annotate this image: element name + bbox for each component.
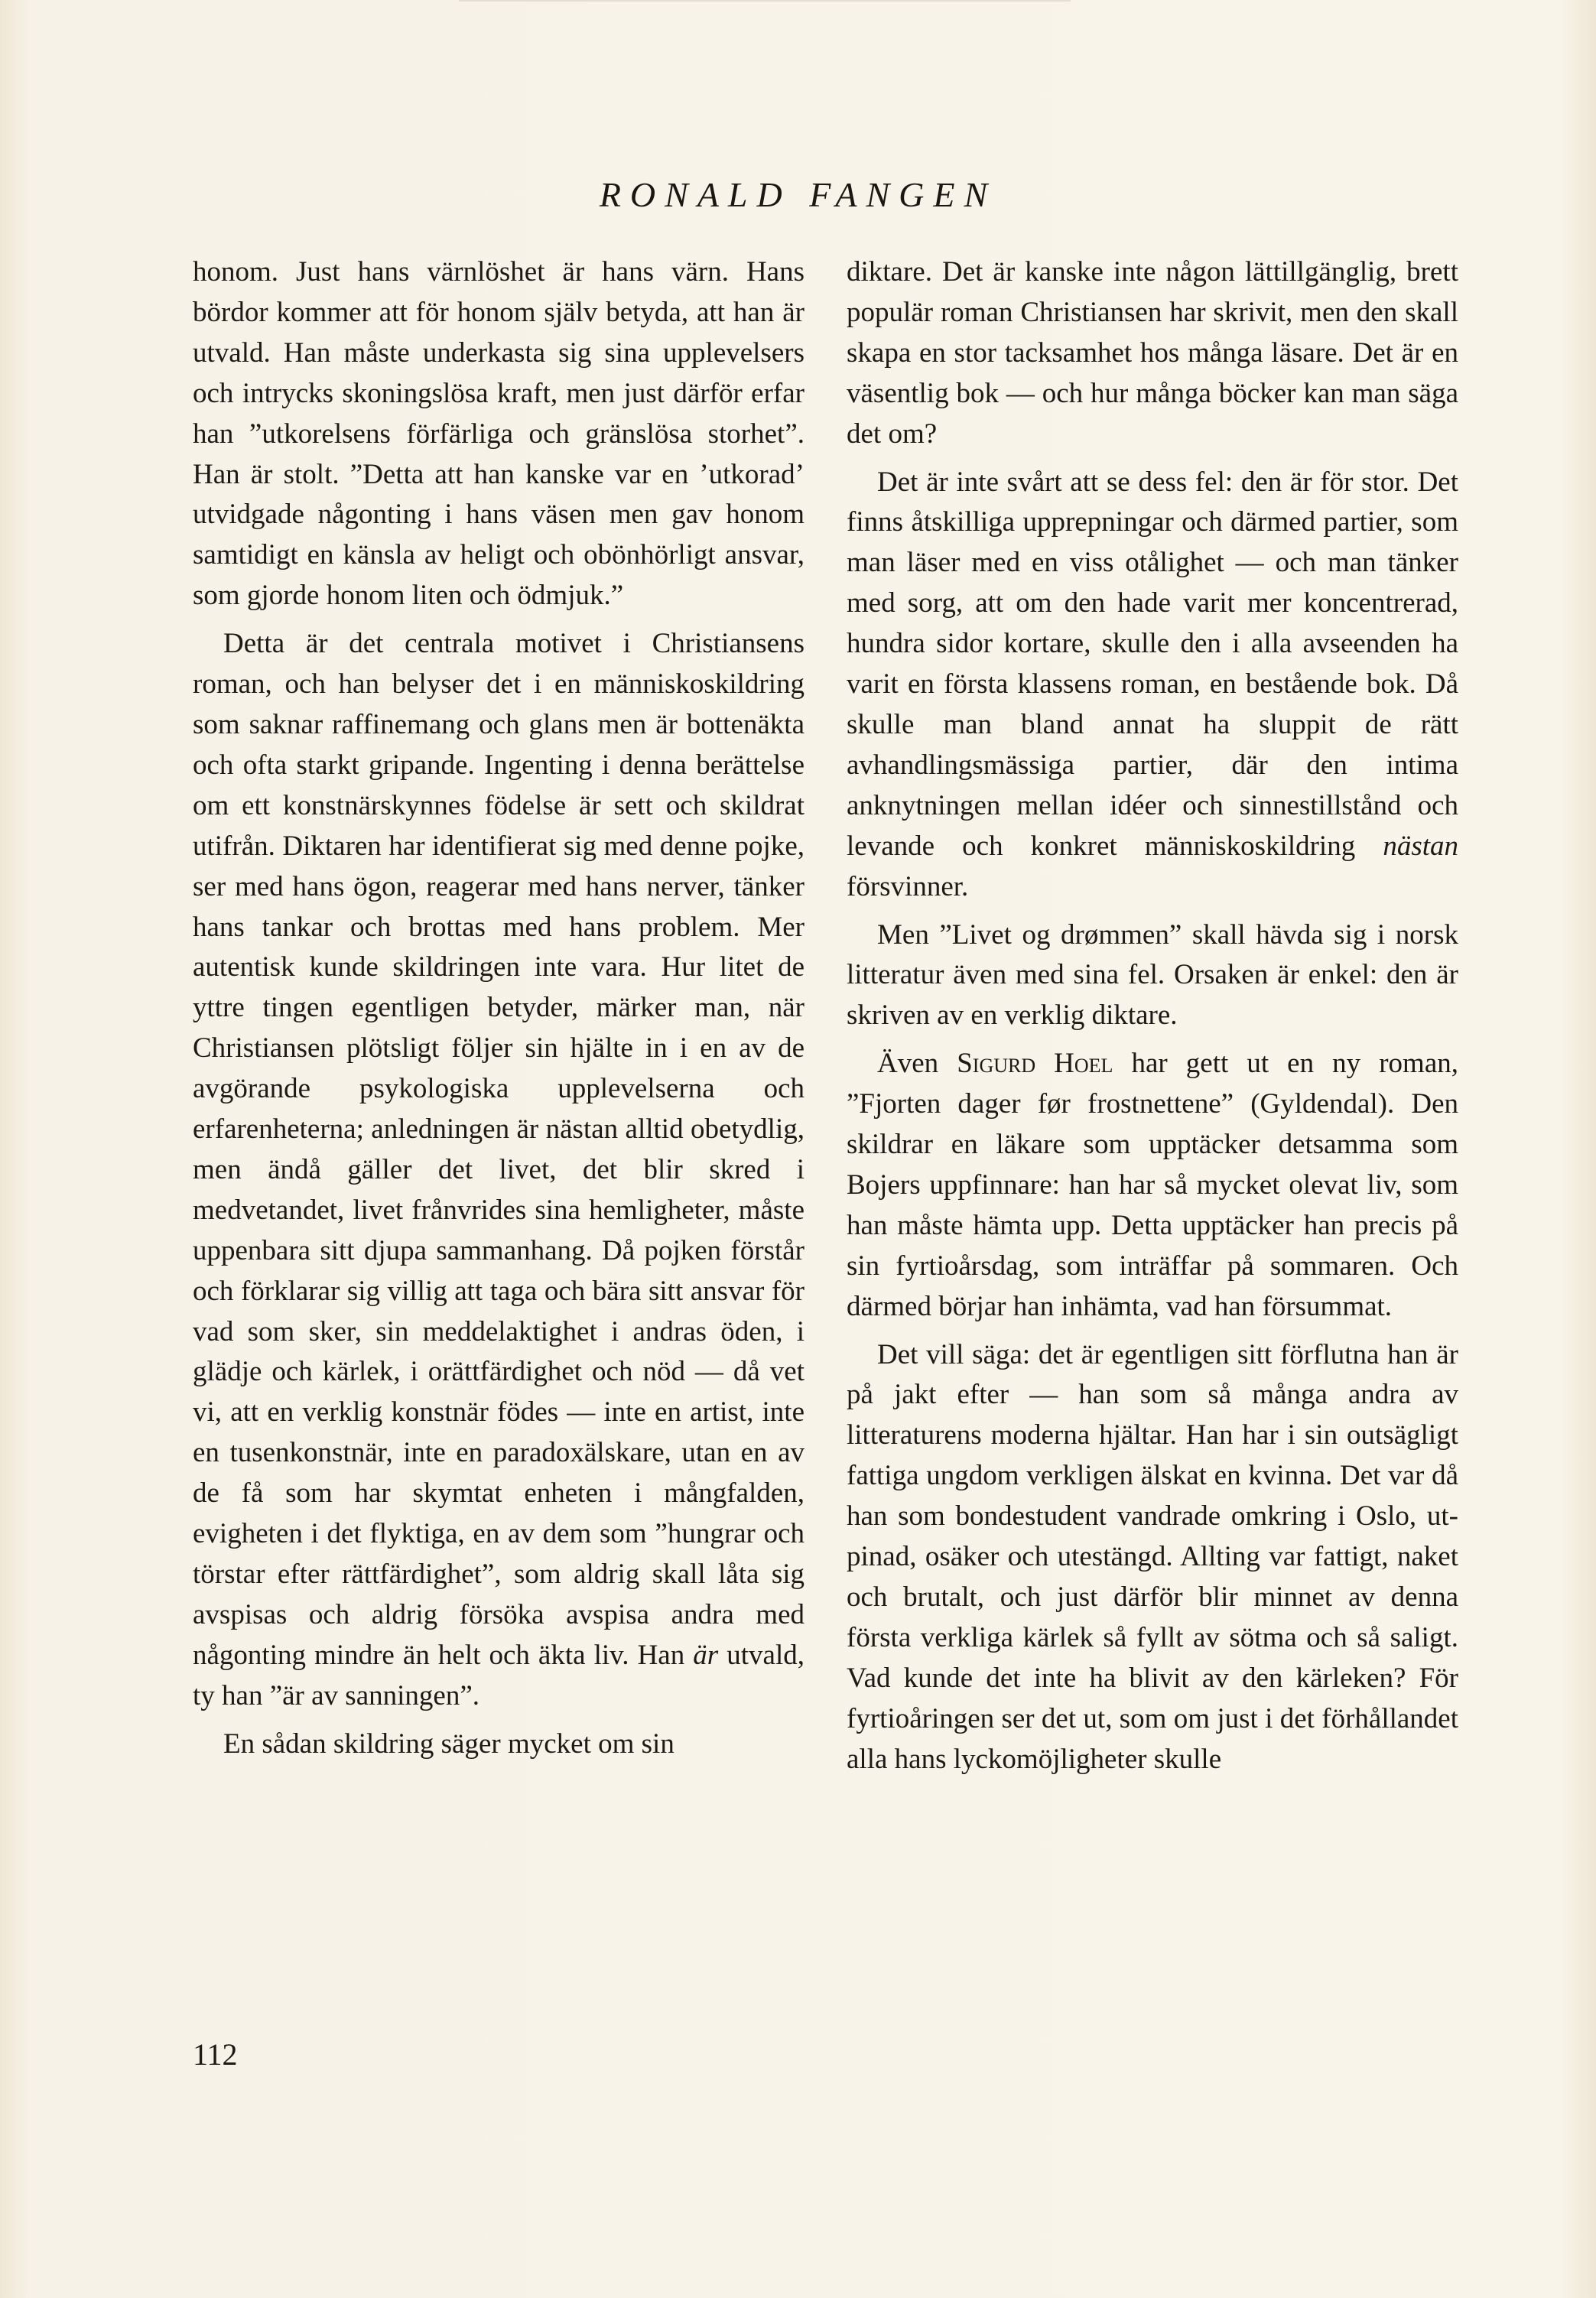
paragraph: En sådan skildring säger mycket om sin	[223, 1728, 674, 1760]
paragraph-text: Detta är det centrala motivet i Christiansens roman, och han belyser det i en människoskildring som saknar raffinemang och glans men är bottenäkta och ofta starkt gripande. Ingenting i denna berättelse om ett konstnärskynnes födelse är sett och skildrat utifrån. Diktaren har identifierat sig med denne pojke, ser med hans ögon, reagerar med hans nerver, tänker hans tankar och brottas med hans problem. Mer autentisk kunde skildringen inte vara. Hur litet de yttre tingen egentligen betyder, märker man, när Christiansen plötsligt följer sin hjälte in i en av de avgörande psykologiska upplevelserna och erfarenheterna; anledningen är nästan alltid obetydlig, men ändå gäller det livet, det blir skred i medvetandet, livet frånvrides sina hemligheter, måste uppenbara sitt djupa sammanhang. Då pojken förstår och förklarar sig villig att taga och bära sitt ansvar för vad som sker, sin meddelaktighet i andras öden, i glädje och kärlek, i orättfärdighet och nöd — då vet vi, att en verklig konstnär födes — inte en artist, inte en tusenkonstnär, inte en paradoxälskare, utan en av de få som har skymtat enheten i mångfalden, evigheten i det flyktiga, en av dem som ”hungrar och törstar efter rättfärdighet”, som aldrig skall låta sig avspisas och aldrig försöka avspisa andra med någonting mindre än helt och äkta liv. Han	[193, 628, 805, 1671]
paragraph	[193, 624, 805, 1716]
paragraph-text: Det är inte svårt att se dess fel: den är för stor. Det finns åtskilliga upprepningar och därmed partier, som man läser med en viss otålighet — och man tänker med sorg, att om den hade varit mer koncentrerad, hundra sidor kortare, skulle den i alla avseenden ha varit en första klassens roman, en bestående bok. Då skulle man bland annat ha sluppit de rätt avhandlingsmässiga partier, där den intima anknytningen mellan idéer och sinnestillstånd och levande och konkret människoskildring	[847, 466, 1458, 862]
paragraph-text: Även	[877, 1048, 957, 1080]
scan-edge-mark	[459, 0, 1071, 12]
paragraph	[847, 463, 1458, 908]
author-name: Sigurd Hoel	[957, 1048, 1113, 1080]
emphasis: nästan	[1383, 830, 1458, 862]
paragraph: Det vill säga: det är egentligen sitt förflutna han är på jakt efter — han som så många andra av litteraturens moderna hjältar. Han har i sin outsägligt fattiga ungdom verkligen älskat en kvinna. Det var då han som bondestudent vandrade omkring i Oslo, utpinad, osäker och utestängd. Allting var fattigt, naket och brutalt, och just därför blir minnet av denna första verkliga kärlek så fyllt av sötma och så saligt. Vad kunde det inte ha blivit av den kärleken? För fyrtioåringen ser det ut, som om just i det förhållandet alla hans lyckomöjligheter skulle	[847, 1338, 1458, 1775]
paragraph	[847, 1044, 1458, 1327]
paragraph: diktare. Det är kanske inte någon lättillgänglig, brett populär roman Christiansen har skrivit, men den skall skapa en stor tacksamhet hos många läsare. Det är en väsentlig bok — och hur många böcker kan man säga det om?	[847, 256, 1458, 450]
paragraph-text: har gett ut en ny roman, ”Fjorten dager før frostnettene” (Gyldendal). Den skildrar en läkare som upptäcker detsamma som Bojers uppfinnare: han har så mycket olevat liv, som han måste hämta upp. Detta upptäcker han precis på sin fyrtioårsdag, som inträffar på sommaren. Och därmed börjar han inhämta, vad han försummat.	[847, 1048, 1458, 1322]
right-column	[847, 252, 1458, 1780]
paragraph: Men ”Livet og drømmen” skall hävda sig i norsk litteratur även med sina fel. Orsaken är enkel: den är skriven av en verklig diktare.	[847, 918, 1458, 1032]
paragraph-text: utvald, ty han ”är av sanningen”.	[193, 1639, 805, 1711]
page-number: 112	[193, 2037, 238, 2072]
running-title: RONALD FANGEN	[599, 175, 997, 214]
paragraph: honom. Just hans värnlöshet är hans värn. Hans bördor kommer att för honom själv betyda, att han är utvald. Han måste underkasta sig sina upplevelsers och intrycks skoningslösa kraft, men just därför erfar han ”utkorelsens förfärliga och gränslösa storhet”. Han är stolt. ”Detta att han kanske var en ’utkorad’ utvidgade någonting i hans väsen men gav honom samtidigt en känsla av heligt och obönhörligt ansvar, som gjorde honom liten och ödmjuk.”	[193, 256, 805, 612]
paragraph-text: försvinner.	[847, 870, 969, 902]
emphasis: är	[693, 1639, 719, 1671]
left-column	[193, 252, 805, 1765]
